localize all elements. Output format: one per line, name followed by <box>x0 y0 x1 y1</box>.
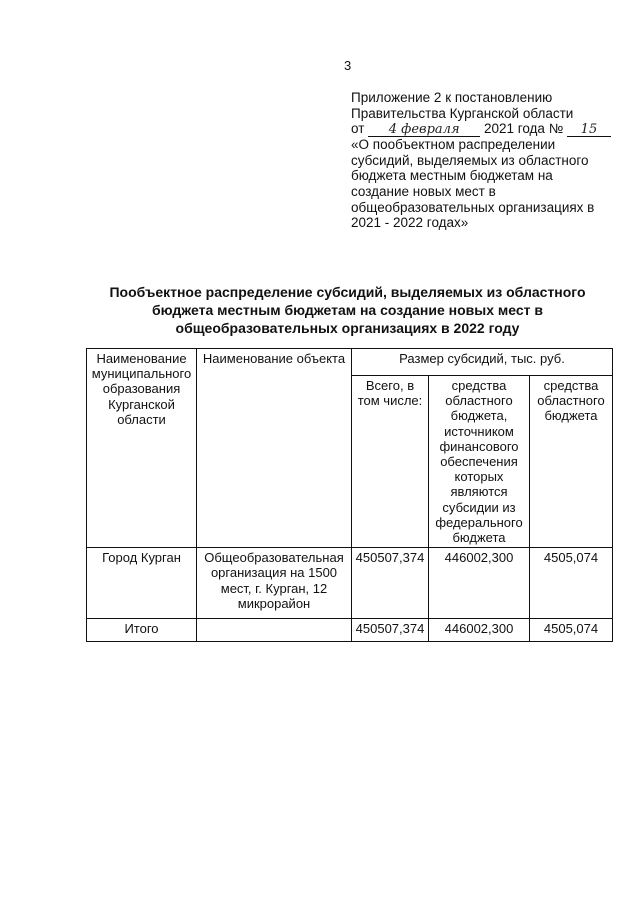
header-subsidy-size: Размер субсидий, тыс. руб. <box>352 349 613 376</box>
appendix-description-line: 2021 - 2022 годах» <box>351 215 469 231</box>
appendix-description-line: «О пообъектном распределении <box>351 137 556 153</box>
header-total: Всего, в том числе: <box>352 376 429 548</box>
appendix-date-line <box>351 121 616 137</box>
cell-total: 450507,374 <box>352 548 429 619</box>
table-header-row <box>87 349 613 376</box>
cell-total-label: Итого <box>87 619 197 642</box>
subsidy-table <box>86 348 613 642</box>
handwritten-date: 4 февраля <box>368 123 480 137</box>
title-line: Пообъектное распределение субсидий, выделяемых из областного <box>109 284 586 300</box>
document-title <box>80 283 615 337</box>
appendix-block <box>351 90 616 231</box>
title-line: бюджета местным бюджетам на создание новых мест в <box>152 302 543 318</box>
cell-total-sum: 450507,374 <box>352 619 429 642</box>
cell-total-object <box>197 619 352 642</box>
header-object: Наименование объекта <box>197 349 352 548</box>
appendix-description-line: создание новых мест в <box>351 183 496 199</box>
appendix-description-line: общеобразовательных организациях в <box>351 199 595 215</box>
header-municipality: Наименование муниципального образования Курганской области <box>87 349 197 548</box>
cell-federal-source: 446002,300 <box>429 548 530 619</box>
cell-municipality: Город Курган <box>87 548 197 619</box>
title-line: общеобразовательных организациях в 2022 году <box>175 320 520 336</box>
appendix-description-line: бюджета местным бюджетам на <box>351 168 553 184</box>
appendix-line: Правительства Курганской области <box>351 105 574 121</box>
header-federal-source: средства областного бюджета, источником финансового обеспечения которых являются субсидии из федерального бюджета <box>429 376 530 548</box>
appendix-description-line: субсидий, выделяемых из областного <box>351 152 589 168</box>
cell-total-federal-source: 446002,300 <box>429 619 530 642</box>
appendix-line: Приложение 2 к постановлению <box>351 90 553 105</box>
handwritten-number: 15 <box>567 123 611 137</box>
date-prefix: от <box>351 121 365 137</box>
table-total-row <box>87 619 613 642</box>
cell-total-regional: 4505,074 <box>530 619 613 642</box>
cell-regional: 4505,074 <box>530 548 613 619</box>
page-number: 3 <box>344 58 352 73</box>
year-text: 2021 года № <box>483 121 564 137</box>
table-row <box>87 548 613 619</box>
cell-object: Общеобразовательная организация на 1500 мест, г. Курган, 12 микрорайон <box>197 548 352 619</box>
header-regional: средства областного бюджета <box>530 376 613 548</box>
